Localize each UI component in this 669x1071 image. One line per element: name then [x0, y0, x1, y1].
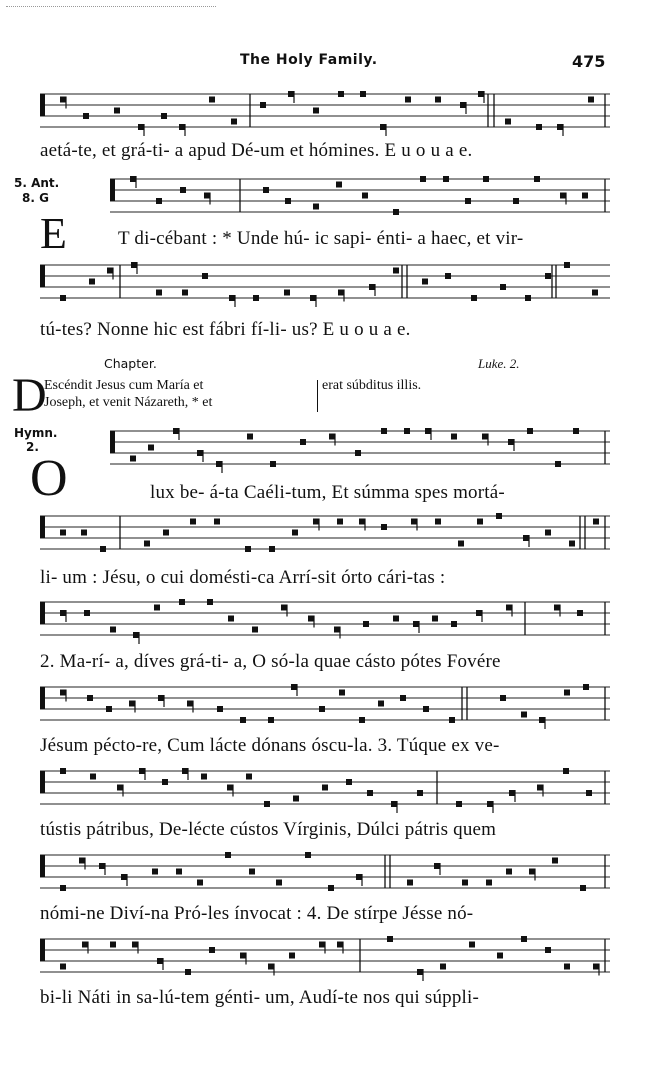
lyric-line-7: Jésum pécto-re, Cum lácte dónans óscu-la. 3. Túque ex ve- [40, 735, 500, 756]
hymn-label: Hymn. [14, 426, 58, 440]
lyric-line-1: aetá-te, et grá-ti- a apud Dé-um et hómines. E u o u a e. [40, 140, 473, 161]
staff-9 [40, 849, 610, 897]
lyric-line-5: li- um : Jésu, o cui domésti-ca Arrí-sit órto cári-tas : [40, 567, 446, 588]
antiphon-initial: E [40, 209, 67, 258]
lyric-line-10: bi-li Náti in sa-lú-tem génti- um, Audí-te nos qui súppli- [40, 987, 480, 1008]
staff-6 [40, 596, 610, 644]
chapter-reference: Luke. 2. [478, 356, 520, 371]
lyric-line-4: lux be- á-ta Caéli-tum, Et súmma spes mortá- [150, 482, 505, 503]
page-number: 475 [572, 52, 606, 71]
chapter-line-2: Joseph, et venit Názareth, * et [44, 395, 213, 410]
page-title: The Holy Family. [240, 52, 378, 68]
antiphon-label: 5. Ant. [14, 176, 60, 190]
hymn-number: 2. [26, 440, 39, 454]
lyric-line-6: 2. Ma-rí- a, díves grá-ti- a, O só-la quae cásto pótes Fovére [40, 651, 501, 672]
staff-7 [40, 681, 610, 729]
chapter-line-1: Escéndit Jesus cum María et [44, 378, 204, 393]
lyric-line-8: tústis pátribus, De-lécte cústos Vírginis, Dúlci pátris quem [40, 819, 497, 840]
staff-4 [40, 425, 610, 473]
staff-1 [40, 88, 610, 136]
chapter-column-bar [317, 380, 318, 412]
lyric-line-9: nómi-ne Diví-na Pró-les ínvocat : 4. De stírpe Jésse nó- [40, 903, 474, 924]
chapter-label: Chapter. [104, 356, 157, 371]
hymn-initial: O [30, 450, 68, 507]
top-rule [6, 6, 216, 8]
chapter-initial: D [12, 369, 47, 422]
staff-3 [40, 259, 610, 307]
staff-8 [40, 765, 610, 813]
mode-label: 8. G [22, 191, 49, 205]
staff-5 [40, 510, 610, 558]
lyric-line-2: T di-cébant : * Unde hú- ic sapi- énti- a haec, et vir- [118, 228, 524, 249]
chapter-line-1b: erat súbditus illis. [322, 378, 422, 393]
staff-2 [40, 173, 610, 221]
staff-10 [40, 933, 610, 981]
lyric-line-3: tú-tes? Nonne hic est fábri fí-li- us? E u o u a e. [40, 319, 411, 340]
